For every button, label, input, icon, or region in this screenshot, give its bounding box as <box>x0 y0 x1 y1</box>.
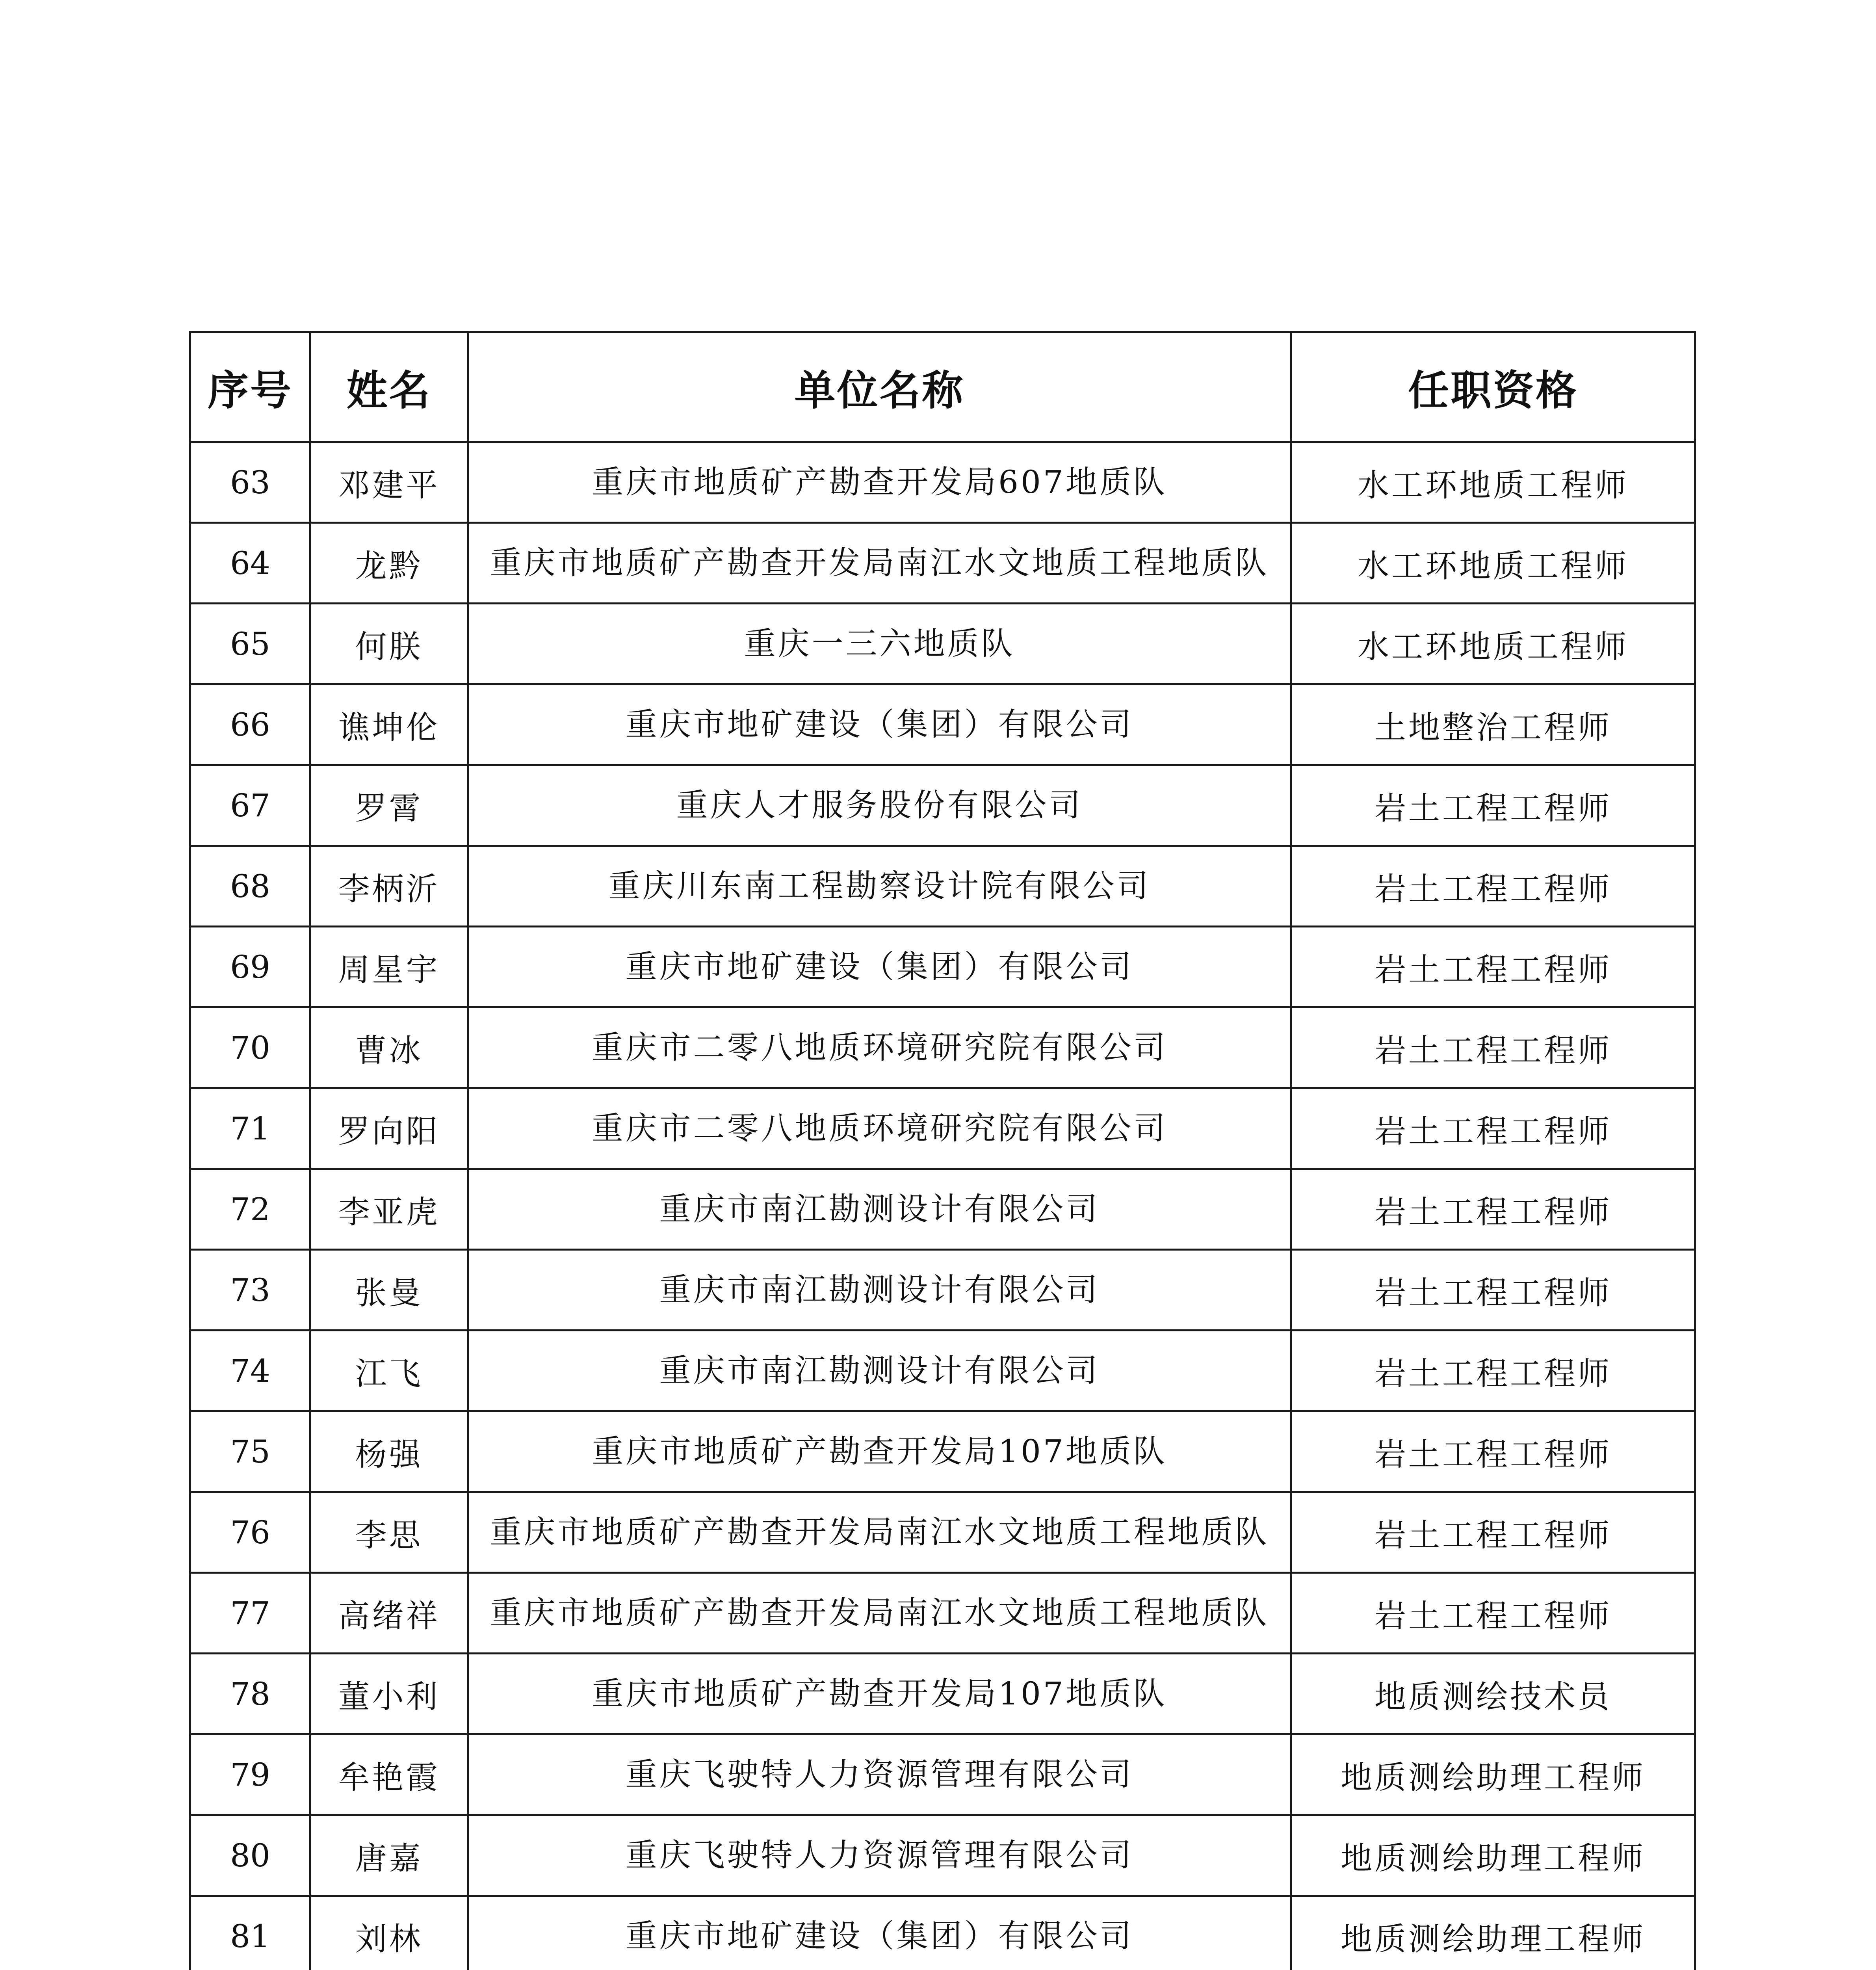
roster-table <box>189 331 1696 1970</box>
cell-unit-line: 重庆市地质矿产勘查开发局南江水文地质工程地质队 <box>490 1514 1269 1550</box>
table-row <box>190 1088 1695 1169</box>
table-row <box>190 1573 1695 1654</box>
cell-unit-line: 重庆市地矿建设（集团）有限公司 <box>625 948 1134 985</box>
cell-name: 谯坤伦 <box>310 684 468 765</box>
cell-qualification: 土地整治工程师 <box>1291 684 1695 765</box>
cell-name: 张曼 <box>310 1250 468 1331</box>
cell-seq: 67 <box>190 765 310 846</box>
table-row <box>190 1492 1695 1573</box>
header-seq: 序号 <box>190 332 310 442</box>
cell-seq: 63 <box>190 442 310 523</box>
table-row <box>190 684 1695 765</box>
cell-unit <box>468 1331 1291 1411</box>
cell-qualification: 岩土工程工程师 <box>1291 1331 1695 1411</box>
table-row <box>190 927 1695 1007</box>
cell-unit <box>468 1169 1291 1250</box>
cell-unit <box>468 1896 1291 1970</box>
cell-unit-line: 重庆市地质矿产勘查开发局607地质队 <box>592 464 1167 500</box>
cell-unit-line: 重庆市二零八地质环境研究院有限公司 <box>591 1110 1168 1147</box>
cell-seq: 71 <box>190 1088 310 1169</box>
cell-name: 牟艳霞 <box>310 1734 468 1815</box>
cell-unit-line: 重庆市地矿建设（集团）有限公司 <box>625 706 1134 743</box>
cell-name: 何朕 <box>310 604 468 684</box>
table-row <box>190 1654 1695 1734</box>
cell-unit-line: 重庆市南江勘测设计有限公司 <box>659 1191 1100 1227</box>
cell-qualification: 岩土工程工程师 <box>1291 765 1695 846</box>
header-name: 姓名 <box>310 332 468 442</box>
table-row <box>190 1896 1695 1970</box>
cell-unit-line: 重庆市地质矿产勘查开发局南江水文地质工程地质队 <box>490 545 1269 581</box>
table-row <box>190 1007 1695 1088</box>
cell-qualification: 岩土工程工程师 <box>1291 1573 1695 1654</box>
roster-body <box>190 442 1695 1970</box>
header-row <box>190 332 1695 442</box>
cell-qualification: 岩土工程工程师 <box>1291 1250 1695 1331</box>
cell-unit <box>468 523 1291 604</box>
cell-unit-line: 重庆市二零八地质环境研究院有限公司 <box>591 1029 1168 1066</box>
cell-qualification: 水工环地质工程师 <box>1291 523 1695 604</box>
cell-seq: 78 <box>190 1654 310 1734</box>
cell-qualification: 地质测绘助理工程师 <box>1291 1815 1695 1896</box>
cell-name: 刘林 <box>310 1896 468 1970</box>
cell-unit <box>468 1573 1291 1654</box>
cell-unit-line: 重庆飞驶特人力资源管理有限公司 <box>625 1756 1134 1793</box>
table-row <box>190 1411 1695 1492</box>
cell-name: 曹冰 <box>310 1007 468 1088</box>
cell-unit <box>468 846 1291 927</box>
cell-qualification: 岩土工程工程师 <box>1291 1169 1695 1250</box>
cell-unit <box>468 765 1291 846</box>
cell-name: 董小利 <box>310 1654 468 1734</box>
table-row <box>190 846 1695 927</box>
cell-seq: 79 <box>190 1734 310 1815</box>
cell-seq: 75 <box>190 1411 310 1492</box>
cell-unit-line: 重庆市地矿建设（集团）有限公司 <box>625 1918 1134 1954</box>
cell-unit-line: 重庆市地质矿产勘查开发局107地质队 <box>592 1433 1167 1470</box>
cell-seq: 65 <box>190 604 310 684</box>
cell-unit <box>468 1411 1291 1492</box>
cell-unit <box>468 1088 1291 1169</box>
cell-unit <box>468 1250 1291 1331</box>
cell-seq: 73 <box>190 1250 310 1331</box>
cell-seq: 76 <box>190 1492 310 1573</box>
table-row <box>190 765 1695 846</box>
table-row <box>190 1734 1695 1815</box>
cell-name: 江飞 <box>310 1331 468 1411</box>
cell-qualification: 水工环地质工程师 <box>1291 442 1695 523</box>
cell-seq: 64 <box>190 523 310 604</box>
cell-unit-line: 重庆市南江勘测设计有限公司 <box>659 1271 1100 1308</box>
table-row <box>190 604 1695 684</box>
table-row <box>190 1250 1695 1331</box>
cell-name: 龙黔 <box>310 523 468 604</box>
table-row <box>190 1169 1695 1250</box>
cell-seq: 69 <box>190 927 310 1007</box>
cell-seq: 81 <box>190 1896 310 1970</box>
cell-seq: 72 <box>190 1169 310 1250</box>
cell-unit <box>468 684 1291 765</box>
cell-qualification: 岩土工程工程师 <box>1291 1088 1695 1169</box>
cell-name: 罗霄 <box>310 765 468 846</box>
cell-qualification: 地质测绘助理工程师 <box>1291 1896 1695 1970</box>
cell-qualification: 岩土工程工程师 <box>1291 927 1695 1007</box>
table-row <box>190 1815 1695 1896</box>
cell-unit-line: 重庆川东南工程勘察设计院有限公司 <box>608 868 1151 904</box>
cell-name: 周星宇 <box>310 927 468 1007</box>
cell-qualification: 地质测绘技术员 <box>1291 1654 1695 1734</box>
table-row <box>190 1331 1695 1411</box>
cell-unit-line: 重庆市南江勘测设计有限公司 <box>659 1352 1100 1389</box>
cell-unit-line: 重庆人才服务股份有限公司 <box>676 787 1083 823</box>
cell-seq: 74 <box>190 1331 310 1411</box>
cell-unit <box>468 604 1291 684</box>
cell-unit-line: 重庆一三六地质队 <box>744 625 1015 662</box>
cell-qualification: 岩土工程工程师 <box>1291 846 1695 927</box>
cell-qualification: 岩土工程工程师 <box>1291 1492 1695 1573</box>
cell-unit <box>468 1734 1291 1815</box>
table-row <box>190 523 1695 604</box>
cell-name: 邓建平 <box>310 442 468 523</box>
cell-seq: 66 <box>190 684 310 765</box>
cell-qualification: 地质测绘助理工程师 <box>1291 1734 1695 1815</box>
cell-unit-line: 重庆市地质矿产勘查开发局107地质队 <box>592 1675 1167 1712</box>
cell-qualification: 岩土工程工程师 <box>1291 1007 1695 1088</box>
header-unit: 单位名称 <box>468 332 1291 442</box>
cell-name: 李亚虎 <box>310 1169 468 1250</box>
cell-unit-line: 重庆市地质矿产勘查开发局南江水文地质工程地质队 <box>490 1595 1269 1631</box>
cell-qualification: 岩土工程工程师 <box>1291 1411 1695 1492</box>
table-row <box>190 442 1695 523</box>
cell-unit <box>468 1007 1291 1088</box>
cell-seq: 77 <box>190 1573 310 1654</box>
cell-seq: 68 <box>190 846 310 927</box>
cell-name: 高绪祥 <box>310 1573 468 1654</box>
cell-name: 杨强 <box>310 1411 468 1492</box>
cell-seq: 70 <box>190 1007 310 1088</box>
cell-unit-line: 重庆飞驶特人力资源管理有限公司 <box>625 1837 1134 1873</box>
cell-name: 李柄沂 <box>310 846 468 927</box>
cell-name: 罗向阳 <box>310 1088 468 1169</box>
cell-qualification: 水工环地质工程师 <box>1291 604 1695 684</box>
cell-name: 唐嘉 <box>310 1815 468 1896</box>
header-qualification: 任职资格 <box>1291 332 1695 442</box>
cell-name: 李思 <box>310 1492 468 1573</box>
cell-unit <box>468 1654 1291 1734</box>
cell-seq: 80 <box>190 1815 310 1896</box>
cell-unit <box>468 1815 1291 1896</box>
cell-unit <box>468 442 1291 523</box>
cell-unit <box>468 927 1291 1007</box>
cell-unit <box>468 1492 1291 1573</box>
